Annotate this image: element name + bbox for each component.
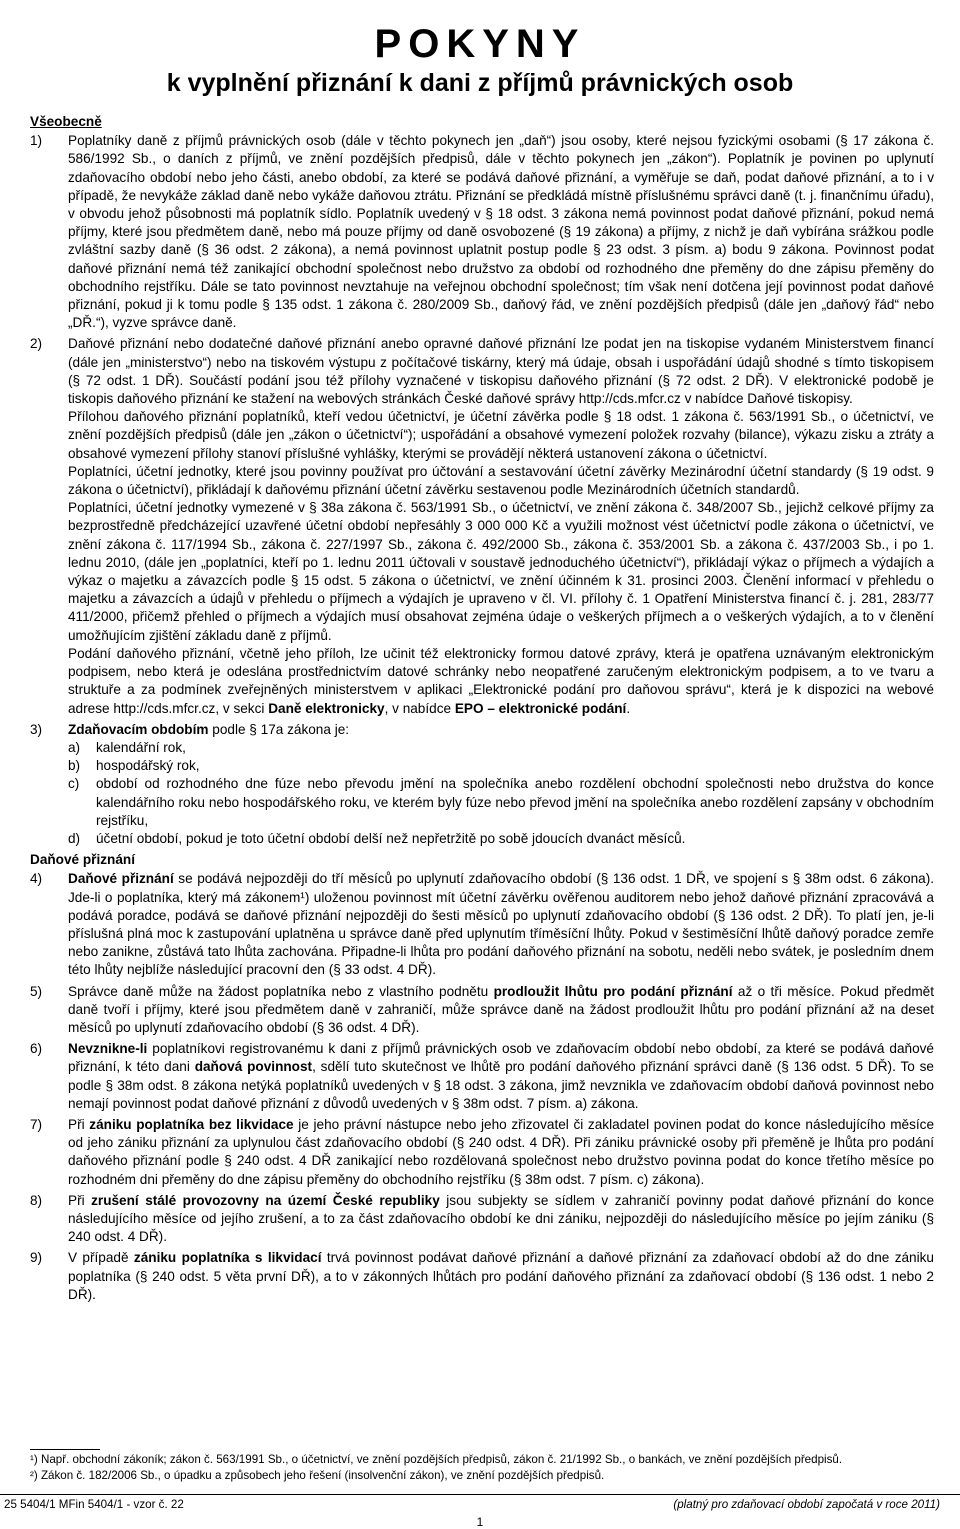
item-number: 6) — [30, 1041, 43, 1057]
section-heading-general: Všeobecně — [30, 114, 102, 129]
item-paragraph: V případě zániku poplatníka s likvidací trvá povinnost podávat daňové přiznání a daňové přiznání za zdaňovací období až do dne zániku poplatníka (§ 240 odst. 5 věta první DŘ), a to v zákonných lhůtách pro podání daňového přiznání za zdaňovací období (§ 136 odst. 1 nebo 2 DŘ). — [68, 1250, 934, 1302]
item-number: 3) — [30, 721, 43, 737]
item-number: 9) — [30, 1250, 43, 1266]
validity-note: (platný pro zdaňovací období započatá v roce 2011) — [673, 1498, 940, 1511]
item-number: 7) — [30, 1116, 43, 1132]
document-title: POKYNY — [374, 22, 586, 66]
footnote-divider — [30, 1449, 100, 1450]
instruction-item-3 — [30, 721, 934, 848]
item-paragraph: Poplatníky daně z příjmů právnických osob (dále v těchto pokynech jen „daň“) jsou osoby, které nejsou fyzickými osobami (§ 17 zákona č. 586/1992 Sb., o daních z příjmů, ve znění pozdějších předpisů, dále v těchto pokynech jen „zákon“). Poplatník je povinen po uplynutí zdaňovacího období nebo jeho části, anebo období, za které se podává daňové přiznání, a vyměřuje se daň, podat daňové přiznání, a to i v případě, že nevykáže základ daně nebo vykáže daňovou ztrátu. Přiznání se předkládá místně příslušnému správci daně (t. j. finančnímu úřadu), v obvodu jehož působnosti má poplatník sídlo. Poplatník uvedený v § 18 odst. 3 zákona nemá povinnost podat daňové přiznání, pokud nemá příjmy, které jsou předmětem daně, nebo má pouze příjmy od daně osvobozené (§ 19 zákona) a příjmy, z nichž je daň vybírána srážkou podle zvláštní sazby daně (§ 36 odst. 2 zákona), a nemá povinnost uplatnit postup podle § 23 odst. 3 písm. a) bodu 9 zákona. Povinnost podat daňové přiznání nemá též zanikající obchodní společnost nebo družstvo za období od rozhodného dne přeměny do dne zápisu přeměny do obchodního rejstříku. Dále se tato povinnost nevztahuje na veřejnou obchodní společnost; tím však není dotčena její povinnost podat daňové přiznání, pokud ji k tomu podle § 135 odst. 1 zákona č. 280/2009 Sb., daňový řád, ve znění pozdějších předpisů (dále jen „daňový řád“ nebo „DŘ.“), vyzve správce daně. — [68, 133, 934, 331]
instruction-item-7 — [30, 1116, 934, 1189]
subitem-c: c) období od rozhodného dne fúze nebo převodu jmění na společníka anebo rozdělení obchodní společnosti nebo družstva do konce kalendářního roku nebo hospodářského roku, ve kterém byly fúze nebo převod jmění na společníka anebo rozdělení zapsány v obchodním rejstříku, — [68, 776, 934, 828]
document-subtitle: k vyplnění přiznání k dani z příjmů právnických osob — [166, 69, 794, 97]
instruction-item-2 — [30, 335, 934, 717]
form-code: 25 5404/1 MFin 5404/1 - vzor č. 22 — [4, 1498, 184, 1511]
item-paragraph: Správce daně může na žádost poplatníka nebo z vlastního podnětu prodloužit lhůtu pro podání přiznání až o tři měsíce. Pokud předmět daně tvoří i příjmy, které jsou předmětem daně v zahraničí, může správce daně na žádost prodloužit lhůtu pro podání přiznání až na deset měsíců po uplynutí zdaňovacího období (§ 36 odst. 4 DŘ). — [68, 983, 934, 1035]
footnote-2: ²) Zákon č. 182/2006 Sb., o úpadku a způsobech jeho řešení (insolvenční zákon), ve znění pozdějších předpisů. — [30, 1468, 605, 1482]
instruction-item-9 — [30, 1249, 934, 1304]
item-paragraph: Přílohou daňového přiznání poplatníků, kteří vedou účetnictví, je účetní závěrka podle § 18 odst. 1 zákona č. 563/1991 Sb., o účetnictví, ve znění pozdějších předpisů (dále jen „zákon o účetnictví“); uspořádání a obsahové vymezení položek rozvahy (bilance), výkazu zisku a ztráty a obsahové vymezení přílohy stanoví příslušné vyhlášky, kterými se provádějí některá ustanovení zákona o účetnictví. — [68, 409, 934, 461]
item-number: 2) — [30, 336, 43, 352]
footer-divider — [0, 1494, 960, 1495]
instruction-item-6 — [30, 1040, 934, 1113]
item-paragraph: Při zániku poplatníka bez likvidace je jeho právní nástupce nebo jeho zřizovatel či zakladatel povinen podat do konce následujícího měsíce od jeho zániku přiznání za uplynulou část zdaňovacího období (§ 240 odst. 4 DŘ). Při zániku právnické osoby při přeměně je lhůta pro podání daňového přiznání podle § 240 odst. 4 DŘ zanikající nebo rozdělovaná společnost nebo družstvo povinna podat do konce třetího měsíce po rozhodném dni přeměny do dne zápisu přeměny do obchodního rejstříku (§ 38m odst. 7 písm. c) zákona). — [68, 1116, 935, 1187]
item-paragraph: Podání daňového přiznání, včetně jeho příloh, lze učinit též elektronicky formou datové zprávy, která je opatřena uznávaným elektronickým podpisem, nebo která je odeslána prostřednictvím datové schránky nebo neopatřené zaručeným elektronickým podpisem, a to ve tvaru a struktuře a za podmínek zveřejněných ministerstvem v aplikaci „Elektronické podání pro daňovou správu“, která je k dispozici na webové adrese http://cds.mfcr.cz, v sekci Daně elektronicky, v nabídce EPO – elektronické podání. — [68, 645, 934, 716]
item-paragraph: Daňové přiznání se podává nejpozději do tří měsíců po uplynutí zdaňovacího období (§ 136 odst. 1 DŘ, ve spojení s § 38m odst. 6 zákona). Jde-li o poplatníka, který má zákonem¹) uloženou povinnost mít účetní závěrku ověřenou auditorem nebo jehož daňové přiznání zpracovává a podává poradce, podává se daňové přiznání nejpozději do šesti měsíců po uplynutí zdaňovacího období (§ 136 odst. 2 DŘ). To platí jen, je-li příslušná plná moc k zastupování uplatněna u správce daně před uplynutím tříměsíční lhůty. Pokud v šestiměsíční lhůtě daňový poradce zemře nebo zanikne, zůstává tato lhůta zachována. Připadne-li lhůta pro podání daňového přiznání na sobotu, neděli nebo svátek, je posledním dnem této lhůty nejblíže následující pracovní den (§ 33 odst. 4 DŘ). — [68, 871, 935, 978]
item-number: 4) — [30, 871, 43, 887]
document-body — [30, 113, 934, 1307]
footnotes — [30, 1452, 940, 1483]
page-number: 1 — [476, 1515, 484, 1529]
item-paragraph: Při zrušení stálé provozovny na území České republiky jsou subjekty se sídlem v zahraničí povinny podat daňové přiznání do konce následujícího měsíce od jejího zrušení, a to za část zdaňovacího období ke dni zániku, nejpozději do následujícího měsíce po jejím zániku (§ 240 odst. 4 DŘ). — [68, 1192, 935, 1245]
subitem-d: d) účetní období, pokud je toto účetní období delší než nepřetržitě po sobě jdoucích dvanáct měsíců. — [68, 830, 686, 846]
subitem-b: b) hospodářský rok, — [68, 758, 200, 774]
item-paragraph: Daňové přiznání nebo dodatečné daňové přiznání anebo opravné daňové přiznání lze podat jen na tiskopise vydaném Ministerstvem financí (dále jen „ministerstvo“) nebo na tiskovém výstupu z počítačové tiskárny, který má údaje, obsah i uspořádání údajů shodné s tímto tiskopisem (§ 72 odst. 1 DŘ). Součástí podání jsou též přílohy vyznačené v tiskopisu daňového přiznání (§ 72 odst. 2 DŘ). V elektronické podobě je tiskopis daňového přiznání ke stažení na webových stránkách České daňové správy http://cds.mfcr.cz v nabídce Daňové tiskopisy. — [68, 336, 934, 407]
item-number: 1) — [30, 133, 43, 149]
item-number: 8) — [30, 1192, 43, 1208]
item-paragraph: Zdaňovacím obdobím podle § 17a zákona je: — [68, 721, 350, 737]
instruction-item-4 — [30, 870, 934, 979]
item-number: 5) — [30, 983, 43, 999]
item-paragraph: Poplatníci, účetní jednotky, které jsou povinny používat pro účtování a sestavování účetní závěrky Mezinárodní účetní standardy (§ 19 odst. 9 zákona o účetnictví), přikládají k daňovému přiznání účetní závěrku sestavenou podle Mezinárodních účetních standardů. — [68, 463, 934, 498]
item-paragraph: Poplatníci, účetní jednotky vymezené v § 38a zákona č. 563/1991 Sb., o účetnictví, ve znění zákona č. 348/2007 Sb., jejichž celkové příjmy za bezprostředně předcházející uzavřené účetní období nepřesáhly 3 000 000 Kč a využili možnost vést účetnictví podle zákona o účetnictví, ve znění zákona č. 117/1994 Sb., zákona č. 227/1997 Sb., zákona č. 492/2000 Sb., zákona č. 353/2001 Sb. a zákona č. 437/2003 Sb., i po 1. lednu 2010, (dále jen „poplatníci, kteří po 1. lednu 2011 účtovali v soustavě jednoduchého účetnictví“), přikládají výkaz o příjmech a výdajích a výkaz o majetku a závazcích podle § 15 odst. 5 zákona o účetnictví, ve znění účinném k 31. prosinci 2003. Členění informací v přehledu o majetku a závazcích a údajů v přehledu o příjmech a výdajích je upraveno v čl. VI. přílohy č. 1 Opatření Ministerstva financí č. j. 281, 283/77 411/2000, přičemž přehled o příjmech a výdajích musí obsahovat zejména údaje o veškerých příjmech a o veškerých výdajích, a to v členění umožňujícím zjištění základu daně z příjmů. — [68, 500, 934, 643]
footnote-1: ¹) Např. obchodní zákoník; zákon č. 563/1991 Sb., o účetnictví, ve znění pozdějších předpisů, zákon č. 21/1992 Sb., o bankách, ve znění pozdějších předpisů. — [30, 1453, 843, 1466]
subitem-a: a) kalendářní rok, — [68, 739, 186, 755]
instruction-item-5 — [30, 983, 934, 1038]
item-paragraph: Nevznikne-li poplatníkovi registrovanému k dani z příjmů právnických osob ve zdaňovacím období nebo období, za které se podává daňové přiznání, k této dani daňová povinnost, sdělí tuto skutečnost ve lhůtě pro podání daňového přiznání správci daně (§ 136 odst. 5 DŘ). To se podle § 38m odst. 8 zákona netýká poplatníků uvedených v § 18 odst. 3 zákona, jimž nevznikla ve zdaňovacím období daňová povinnost nebo nemají povinnost podat daňové přiznání z důvodů uvedených v § 38m odst. 7 písm. a) zákona. — [68, 1041, 934, 1111]
instruction-item-8 — [30, 1192, 934, 1247]
section-heading-tax-return: Daňové přiznání — [30, 852, 135, 868]
instruction-item-1 — [30, 132, 934, 332]
